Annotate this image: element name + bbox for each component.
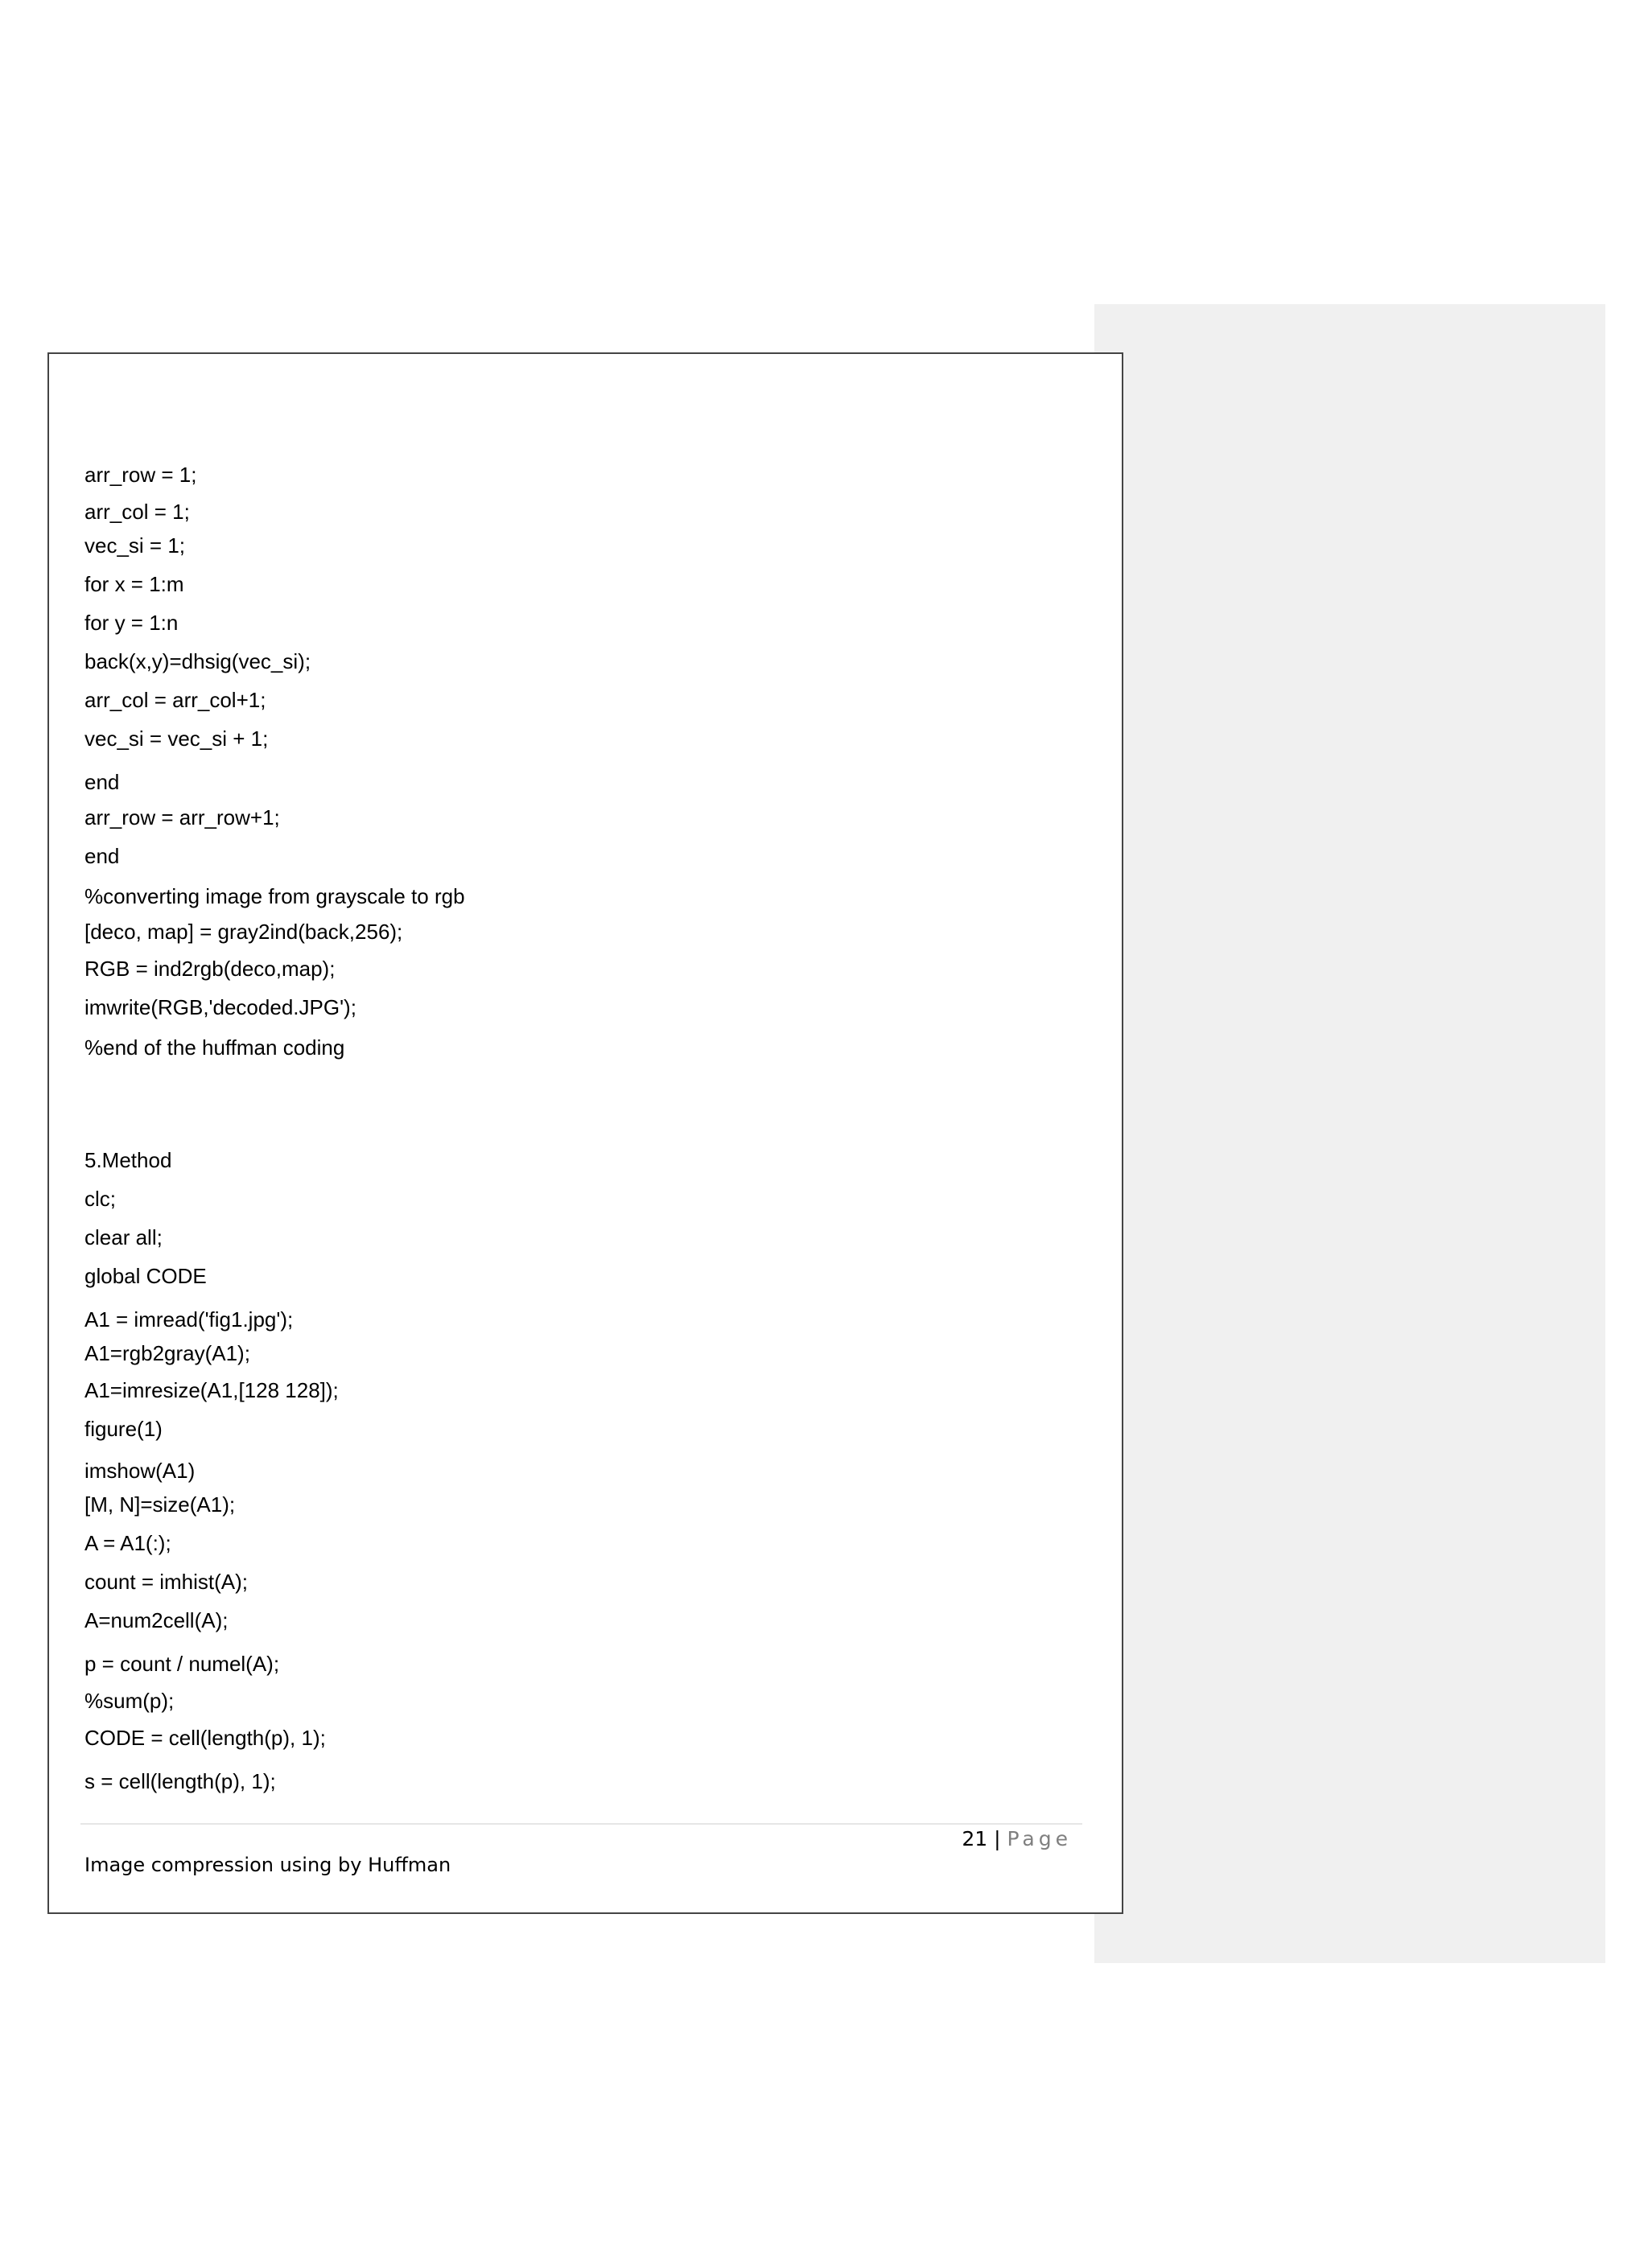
code-line: for x = 1:m: [84, 572, 184, 596]
code-line: imwrite(RGB,'decoded.JPG');: [84, 995, 356, 1019]
page-number: [962, 1826, 1072, 1852]
code-line: [deco, map] = gray2ind(back,256);: [84, 920, 403, 944]
page-frame: [47, 352, 1123, 1914]
code-line: [M, N]=size(A1);: [84, 1492, 236, 1517]
code-line: clc;: [84, 1187, 116, 1211]
code-line: vec_si = 1;: [84, 533, 186, 558]
code-line: count = imhist(A);: [84, 1570, 249, 1594]
code-line: A = A1(:);: [84, 1531, 171, 1555]
page-number-separator: |: [994, 1827, 1001, 1850]
code-line: global CODE: [84, 1264, 207, 1288]
code-line: vec_si = vec_si + 1;: [84, 727, 269, 751]
code-line: clear all;: [84, 1225, 163, 1249]
code-line: A1=rgb2gray(A1);: [84, 1341, 250, 1365]
code-line: arr_col = 1;: [84, 500, 190, 524]
footer-divider: [80, 1823, 1082, 1825]
code-line: for y = 1:n: [84, 611, 179, 635]
code-line: end: [84, 770, 120, 794]
code-line: arr_col = arr_col+1;: [84, 688, 266, 712]
code-line: A1=imresize(A1,[128 128]);: [84, 1378, 339, 1402]
code-line: arr_row = arr_row+1;: [84, 805, 280, 829]
code-line: arr_row = 1;: [84, 463, 197, 487]
code-line: imshow(A1): [84, 1459, 196, 1483]
page-label: Page: [1007, 1827, 1072, 1850]
code-line: %end of the huffman coding: [84, 1035, 345, 1060]
code-line: %sum(p);: [84, 1689, 175, 1713]
code-line: figure(1): [84, 1417, 163, 1441]
footer-title: Image compression using by Huffman: [84, 1854, 451, 1876]
code-line: %converting image from grayscale to rgb: [84, 884, 465, 908]
code-line: A1 = imread('fig1.jpg');: [84, 1307, 294, 1332]
code-line: CODE = cell(length(p), 1);: [84, 1726, 326, 1750]
code-line: end: [84, 844, 120, 868]
code-line: s = cell(length(p), 1);: [84, 1769, 276, 1793]
code-line: p = count / numel(A);: [84, 1652, 280, 1676]
code-line: A=num2cell(A);: [84, 1608, 229, 1632]
page-number-value: 21: [962, 1827, 988, 1850]
code-line: RGB = ind2rgb(deco,map);: [84, 957, 336, 981]
code-line: back(x,y)=dhsig(vec_si);: [84, 649, 311, 673]
section-heading: 5.Method: [84, 1148, 172, 1172]
comment-pane: [1094, 304, 1605, 1963]
